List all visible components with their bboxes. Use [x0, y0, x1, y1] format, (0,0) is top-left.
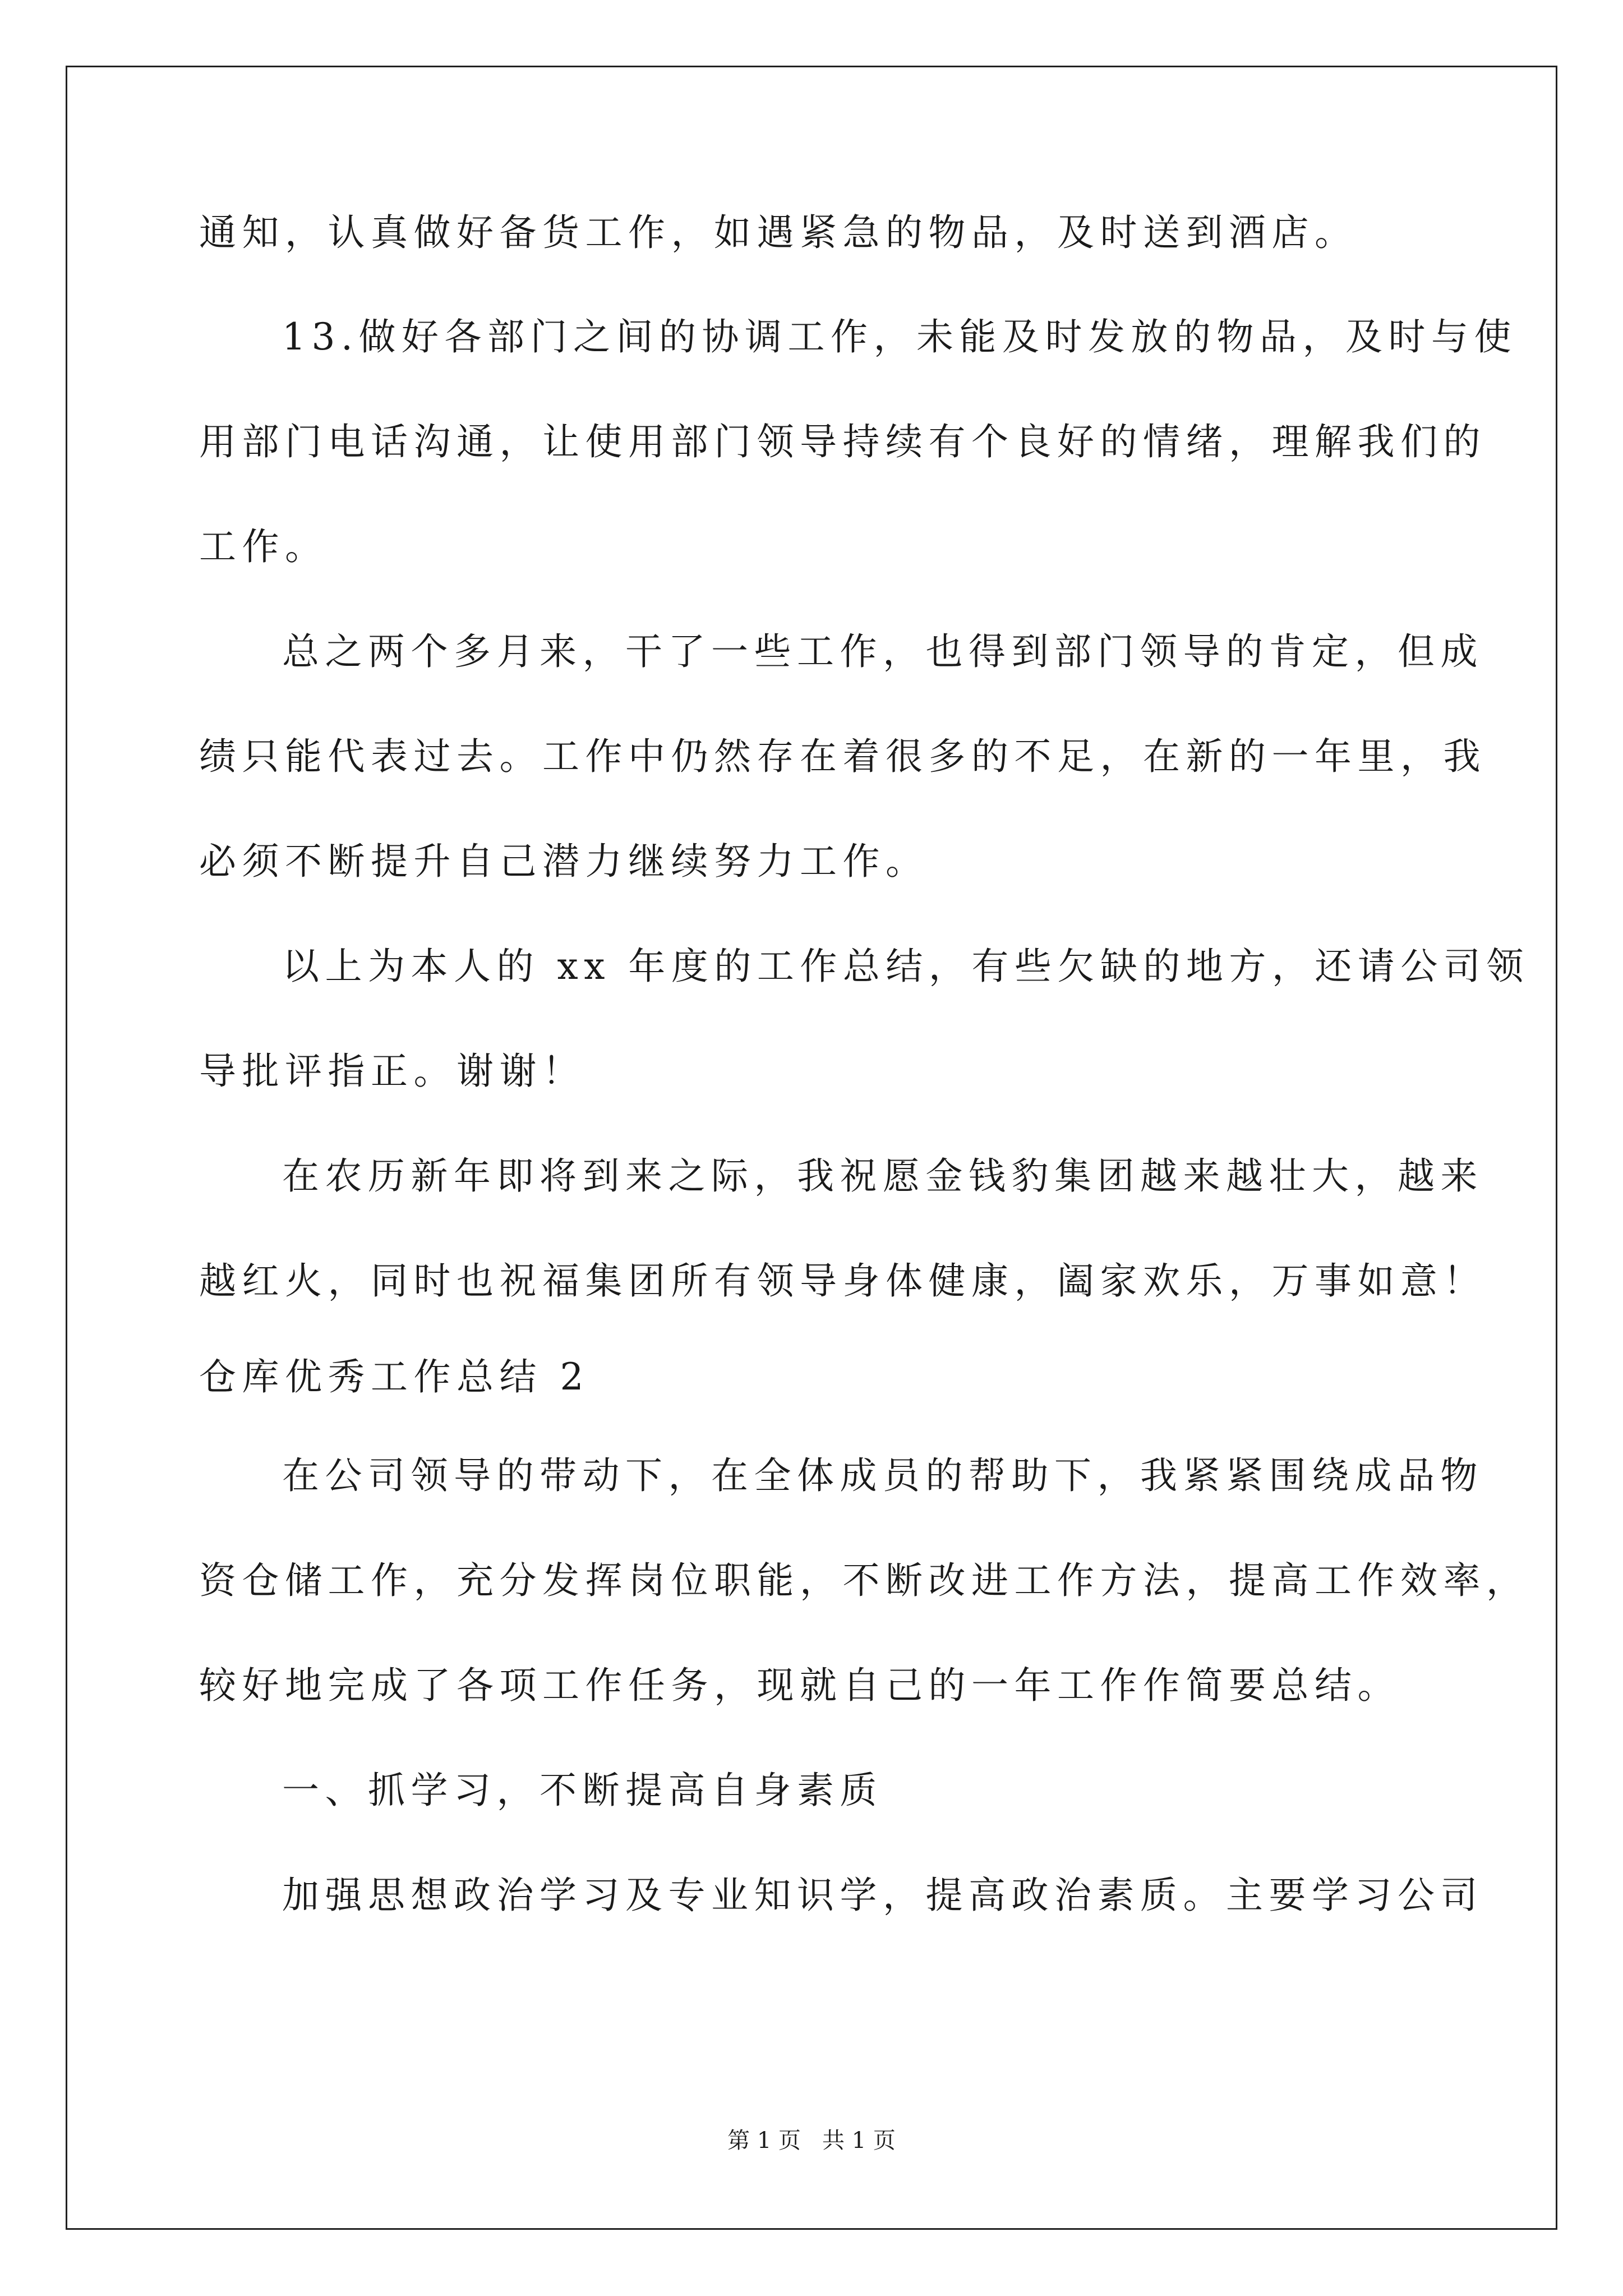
text-line: 绩只能代表过去。工作中仍然存在着很多的不足，在新的一年里，我: [199, 735, 1486, 778]
text-line: 13.做好各部门之间的协调工作，未能及时发放的物品，及时与使: [282, 315, 1517, 358]
page-footer: [0, 2127, 1623, 2155]
page-total: 共 1 页: [822, 2128, 896, 2154]
text-line: 在公司领导的带动下，在全体成员的帮助下，我紧紧围绕成品物: [282, 1454, 1483, 1497]
text-line: 加强思想政治学习及专业知识学，提高政治素质。主要学习公司: [282, 1874, 1483, 1917]
text-line: 越红火，同时也祝福集团所有领导身体健康，阖家欢乐，万事如意！: [199, 1259, 1486, 1303]
text-line: 导批评指正。谢谢！: [199, 1050, 585, 1093]
page-number: 第 1 页: [727, 2128, 801, 2154]
text-line: 以上为本人的 xx 年度的工作总结，有些欠缺的地方，还请公司领: [282, 945, 1529, 988]
text-line: 工作。: [199, 525, 328, 568]
text-line: 总之两个多月来，干了一些工作，也得到部门领导的肯定，但成: [282, 630, 1483, 673]
text-line: 通知，认真做好备货工作，如遇紧急的物品，及时送到酒店。: [199, 211, 1358, 254]
text-line: 较好地完成了各项工作任务，现就自己的一年工作作简要总结。: [199, 1664, 1400, 1707]
text-line: 必须不断提升自己潜力继续努力工作。: [199, 840, 929, 883]
text-line: 用部门电话沟通，让使用部门领导持续有个良好的情绪，理解我们的: [199, 420, 1486, 463]
text-line: 一、抓学习，不断提高自身素质: [282, 1769, 883, 1812]
text-line: 资仓储工作，充分发挥岗位职能，不断改进工作方法，提高工作效率，: [199, 1559, 1529, 1602]
text-line: 在农历新年即将到来之际，我祝愿金钱豹集团越来越壮大，越来: [282, 1154, 1483, 1198]
section-heading: 仓库优秀工作总结 2: [199, 1355, 589, 1398]
